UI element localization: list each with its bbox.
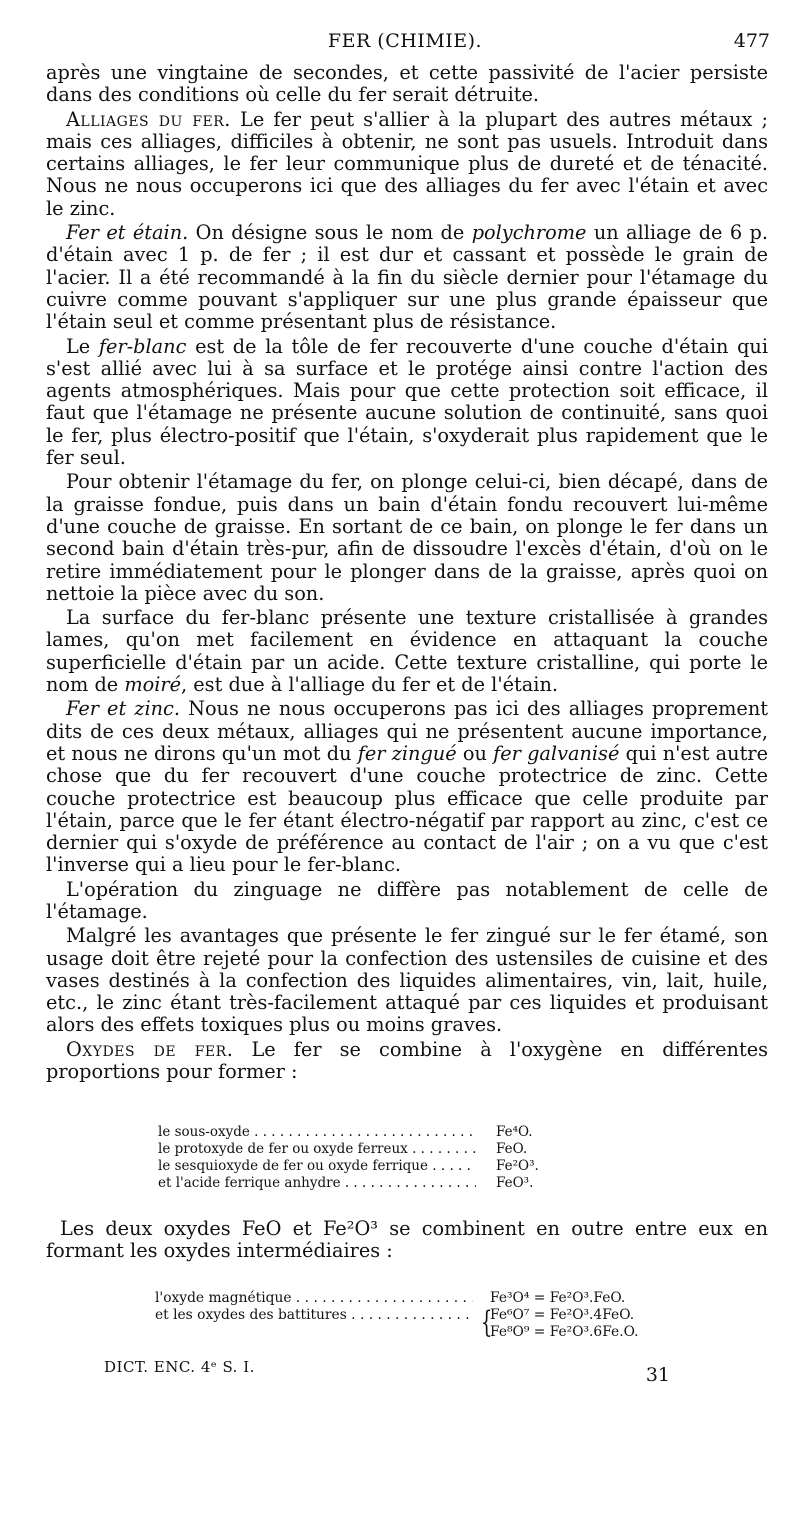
running-title: FER (CHIMIE). [327, 30, 483, 52]
oxide-formula: FeO. [496, 1141, 528, 1157]
section-heading-oxydes: Oxydes de fer. [66, 1037, 234, 1061]
main-text [46, 62, 768, 1083]
paragraph [46, 879, 768, 924]
term: moiré [124, 673, 182, 697]
brace-icon: { [480, 1305, 493, 1340]
paragraph-text: Pour obtenir l'étamage du fer, on plonge celui-ci, bien décapé, dans de la graisse fondue, puis dans un bain d'étain fondu recouvert lui-même d'une couche de graisse. En sortant de ce bain, on plonge le fer dans un second bain d'étain très-pur, afin de dissoudre l'excès d'étain, d'où on le retire immédiatement pour le plonger dans de la graisse, après quoi on nettoie la pièce avec du son. [46, 470, 768, 605]
term: polychrome [471, 221, 587, 245]
paragraph [46, 607, 768, 696]
list-item [158, 1124, 548, 1141]
paragraph [46, 471, 768, 605]
paragraph-text: un alliage de 6 p. d'étain avec 1 p. de fer ; il est dur et cassant et possède le grain de l'acier. Il a été recommandé à la fin du siècle dernier pour l'étamage du cuivre comme pouvant s'appliquer sur une plus grande épaisseur que l'étain seul et comme présentant plus de résistance. [46, 221, 768, 334]
paragraph-text: Nous ne nous occuperons pas ici des alliages proprement dits de ces deux métaux, alliages qui ne présentent aucune importance, et nous ne dirons qu'un mot du [46, 697, 768, 765]
paragraph [46, 1039, 768, 1084]
oxide-formula: Fe²O³. [496, 1158, 539, 1174]
paragraph-text: , est due à l'alliage du fer et de l'étain. [181, 673, 559, 697]
sheet-number: 31 [645, 1364, 670, 1386]
oxide-formula: Fe³O⁴ = Fe²O³.FeO. [490, 1290, 626, 1306]
oxide-name: et les oxydes des battitures . . . [155, 1307, 473, 1324]
paragraph-text: après une vingtaine de secondes, et cette passivité de l'acier persiste dans des conditions où celle du fer serait détruite. [46, 61, 768, 107]
paragraph [46, 925, 768, 1036]
paragraph-text: Malgré les avantages que présente le fer zingué sur le fer étamé, son usage doit être rejeté pour la confection des ustensiles de cuisine et des vases destinés à la confection des liquides alimentaires, vin, lait, huile, etc., le zinc étant très-facilement attaqué par ces liquides et produisant alors des effets toxiques plus ou moins graves. [46, 924, 768, 1037]
list-item [155, 1324, 675, 1341]
term: fer-blanc [98, 334, 187, 358]
paragraph-text: On désigne sous le nom de [188, 221, 472, 245]
intermediate-oxides-list [155, 1290, 675, 1341]
term: fer galvanisé [493, 741, 620, 765]
running-header [40, 30, 770, 60]
paragraph-text: ou [456, 741, 494, 765]
paragraph [46, 698, 768, 876]
oxide-name: l'oxyde magnétique . . . [155, 1290, 473, 1307]
oxide-formula: Fe⁶O⁷ = Fe²O³.4FeO. [490, 1307, 635, 1323]
paragraph [46, 62, 768, 107]
paragraph-text: qui n'est autre chose que du fer recouvert d'une couche protectrice de zinc. Cette couche protectrice est beaucoup plus efficace que celle produite par l'étain, parce que le fer étant électro-négatif par rapport au zinc, c'est ce dernier qui s'oxyde de préférence au contact de l'air ; on a vu que c'est l'inverse qui a lieu pour le fer-blanc. [46, 741, 768, 877]
signature-mark: DICT. ENC. 4ᵉ S. I. [104, 1358, 255, 1376]
list-item [155, 1290, 675, 1307]
oxide-name: et l'acide ferrique anhydre . . . [158, 1175, 476, 1192]
page-number: 477 [733, 30, 770, 52]
oxide-formula: Fe⁸O⁹ = Fe²O³.6Fe.O. [490, 1324, 639, 1340]
oxide-name: le sous-oxyde . . . [158, 1124, 476, 1141]
paragraph-text: Le [66, 334, 99, 358]
list-item [158, 1141, 548, 1158]
list-item [158, 1158, 548, 1175]
list-item [158, 1175, 548, 1192]
paragraph-text: L'opération du zinguage ne diffère pas notablement de celle de l'étamage. [46, 877, 768, 923]
paragraph [46, 109, 768, 220]
paragraph [46, 1218, 768, 1263]
paragraph-text: Le fer se combine à l'oxygène en différentes proportions pour former : [46, 1037, 768, 1084]
paragraph-text: est de la tôle de fer recouverte d'une couche d'étain qui s'est allié avec lui à sa surface et le protége ainsi contre l'action des agents atmosphériques. Mais pour que cette protection soit efficace, il faut que l'étamage ne présente aucune solution de continuité, sans quoi le fer, plus électro-positif que l'étain, s'oxyderait plus rapidement que le fer seul. [46, 334, 768, 470]
subsection-heading-fer-zinc: Fer et zinc. [66, 697, 180, 721]
paragraph [46, 336, 768, 470]
list-item [155, 1307, 675, 1324]
oxide-formula: FeO³. [496, 1175, 534, 1191]
oxide-formula: Fe⁴O. [496, 1124, 533, 1140]
paragraph-text: La surface du fer-blanc présente une texture cristallisée à grandes lames, qu'on met facilement en évidence en attaquant la couche superficielle d'étain par un acide. Cette texture cristalline, qui porte le nom de [46, 606, 768, 697]
paragraph-text: Le fer peut s'allier à la plupart des autres métaux ; mais ces alliages, difficiles à obtenir, ne sont pas usuels. Introduit dans certains alliages, le fer leur communique plus de dureté et de ténacité. Nous ne nous occuperons ici que des alliages du fer avec l'étain et avec le zinc. [46, 107, 768, 220]
paragraph-text: Les deux oxydes FeO et Fe²O³ se combinent en outre entre eux en formant les oxydes intermédiaires : [46, 1217, 768, 1263]
paragraph [46, 222, 768, 333]
oxide-name: le protoxyde de fer ou oxyde ferreux . . . [158, 1141, 476, 1158]
oxide-name: le sesquioxyde de fer ou oxyde ferrique . . . [158, 1158, 476, 1175]
intermediate-oxides-intro [46, 1218, 768, 1263]
subsection-heading-fer-etain: Fer et étain. [66, 221, 189, 245]
section-heading-alliages: Alliages du fer. [66, 107, 231, 131]
term: fer zingué [357, 741, 457, 765]
oxides-list [158, 1124, 548, 1192]
